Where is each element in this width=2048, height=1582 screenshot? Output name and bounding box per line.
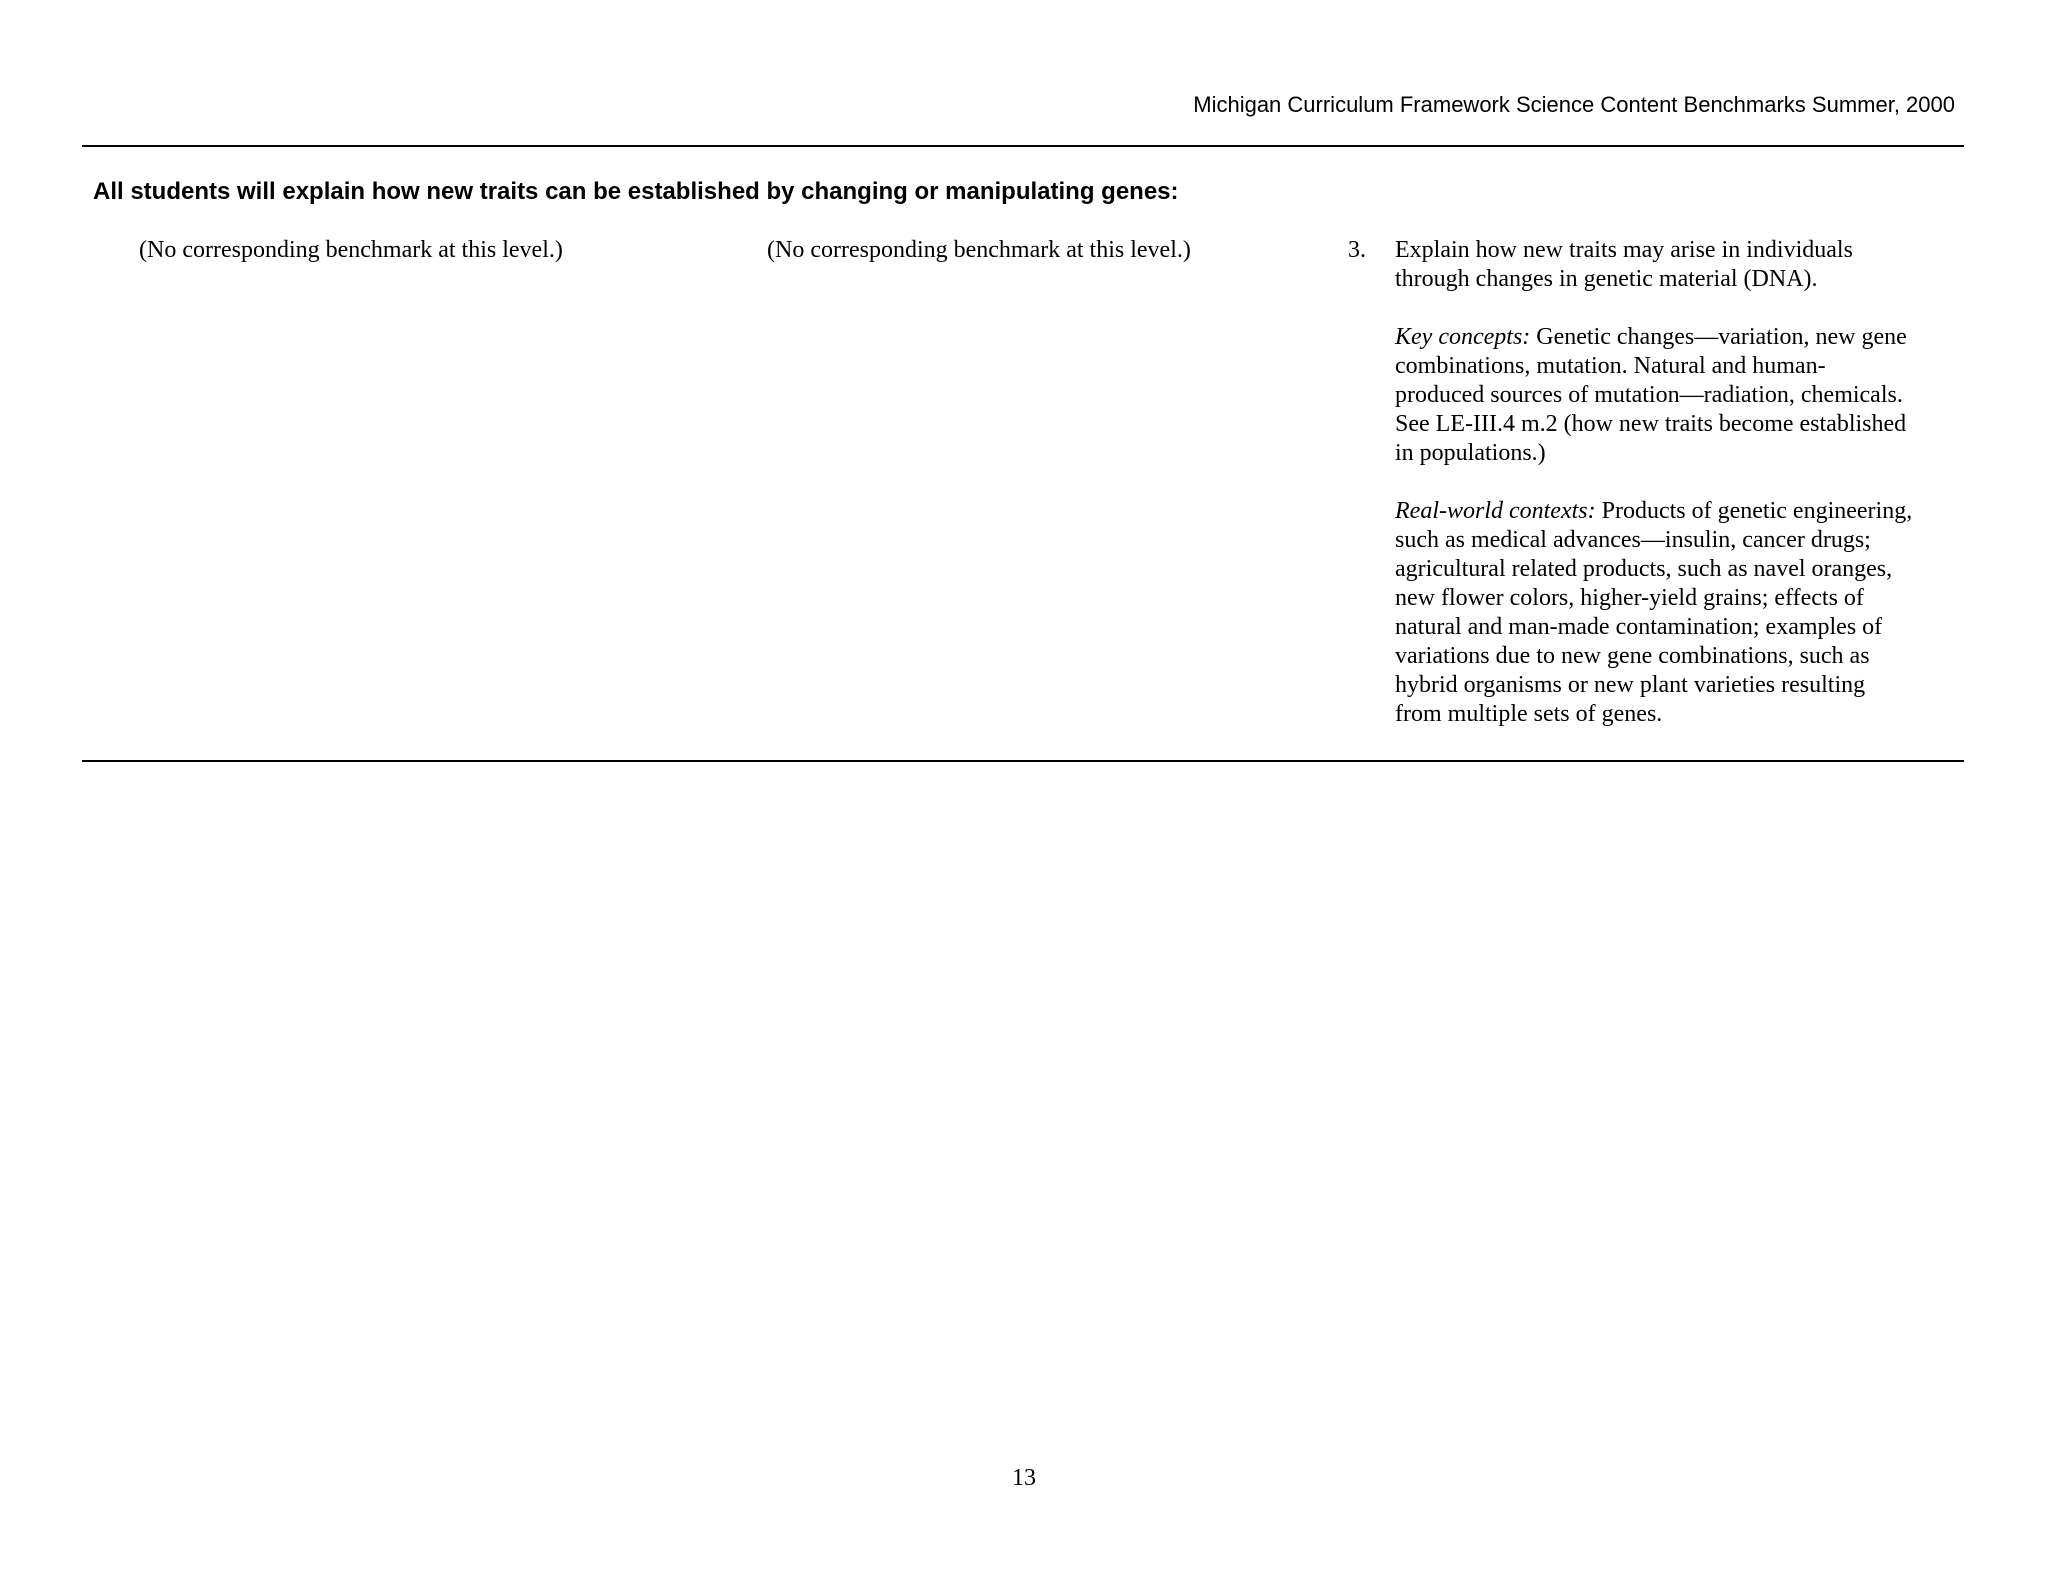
benchmark-statement: [1395, 236, 1963, 294]
key-concepts-label: Key concepts:: [1395, 324, 1531, 350]
running-header: Michigan Curriculum Framework Science Content Benchmarks Summer, 2000: [1193, 92, 1955, 117]
real-world-contexts-label: Real-world contexts:: [1395, 498, 1596, 524]
standard-heading: All students will explain how new traits can be established by changing or manipulating genes:: [93, 178, 1179, 205]
high-school-benchmark: [1395, 236, 1963, 729]
real-world-contexts-line: natural and man-made contamination; examples of: [1395, 614, 1883, 640]
top-rule: [82, 145, 1964, 147]
real-world-contexts-line: agricultural related products, such as navel oranges,: [1395, 556, 1893, 582]
real-world-contexts-line: such as medical advances—insulin, cancer drugs;: [1395, 527, 1871, 553]
page-number: 13: [1012, 1465, 1036, 1491]
benchmark-line: through changes in genetic material (DNA).: [1395, 266, 1818, 292]
key-concepts-line: combinations, mutation. Natural and human-: [1395, 353, 1826, 379]
middle-school-benchmark-text: (No corresponding benchmark at this level.): [767, 237, 1191, 263]
key-concepts-line: produced sources of mutation—radiation, chemicals.: [1395, 382, 1903, 408]
key-concepts-line: See LE-III.4 m.2 (how new traits become established: [1395, 411, 1907, 437]
elementary-benchmark-text: (No corresponding benchmark at this level.): [139, 237, 563, 263]
real-world-contexts-line: from multiple sets of genes.: [1395, 701, 1663, 727]
real-world-contexts: [1395, 497, 1963, 729]
real-world-contexts-line: variations due to new gene combinations, such as: [1395, 643, 1870, 669]
benchmark-number: 3.: [1348, 237, 1366, 263]
bottom-rule: [82, 760, 1964, 762]
real-world-contexts-line: hybrid organisms or new plant varieties resulting: [1395, 672, 1866, 698]
key-concepts-line: in populations.): [1395, 440, 1546, 466]
key-concepts-line: Genetic changes—variation, new gene: [1530, 324, 1907, 350]
benchmark-line: Explain how new traits may arise in individuals: [1395, 237, 1853, 263]
real-world-contexts-line: Products of genetic engineering,: [1595, 498, 1913, 524]
real-world-contexts-line: new flower colors, higher-yield grains; effects of: [1395, 585, 1864, 611]
key-concepts: [1395, 323, 1963, 468]
